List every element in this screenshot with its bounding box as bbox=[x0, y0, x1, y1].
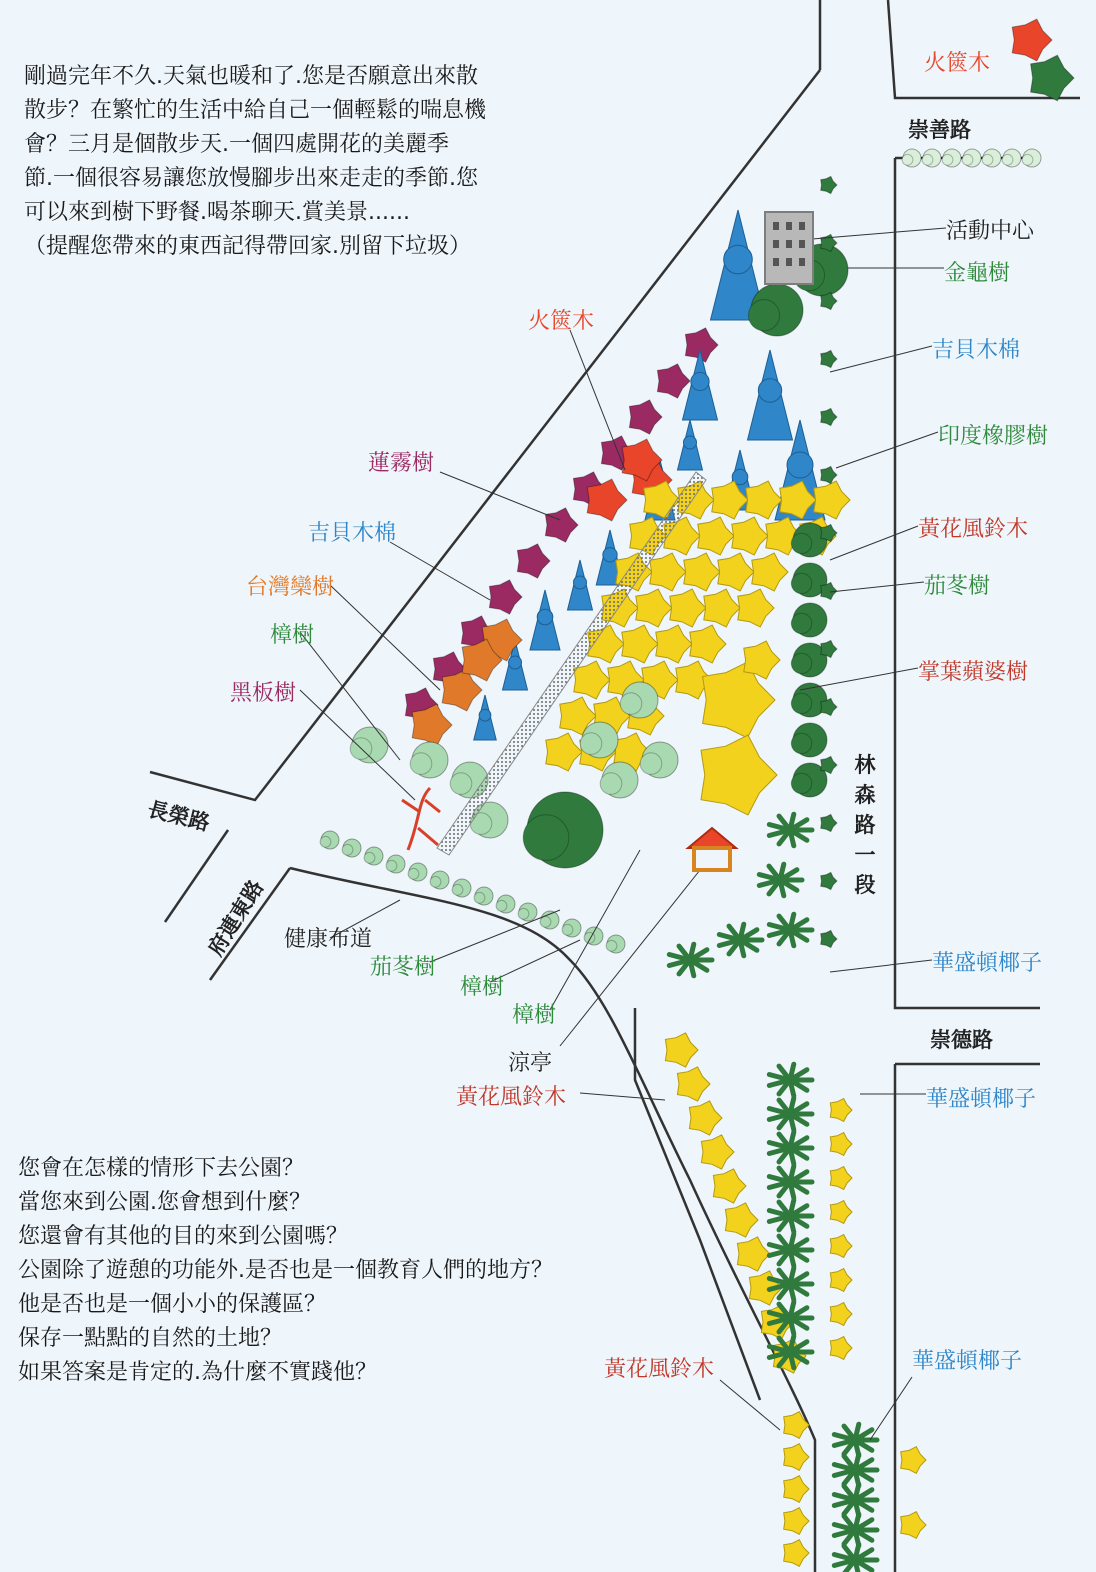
label-camphor-b2: 樟樹 bbox=[512, 1003, 557, 1028]
rubber-tree-icon bbox=[821, 640, 837, 657]
tabebuia-tree-icon bbox=[901, 1447, 926, 1474]
shrub-icon bbox=[518, 903, 537, 921]
tabebuia-tree-icon bbox=[665, 1033, 698, 1067]
wax-apple-tree-icon bbox=[489, 580, 522, 614]
question-line: 您還會有其他的目的來到公園嗎？ bbox=[18, 1224, 349, 1249]
camphor-tree-icon bbox=[600, 762, 638, 798]
washington-palm-icon bbox=[769, 1166, 812, 1198]
label-tabebuia-3: 黃花風鈴木 bbox=[604, 1357, 715, 1382]
questions-paragraph bbox=[18, 1152, 553, 1390]
wax-apple-tree-icon bbox=[517, 544, 550, 578]
question-line: 如果答案是肯定的.為什麼不實踐他？ bbox=[18, 1360, 377, 1385]
leader-line bbox=[390, 542, 490, 600]
leader-line bbox=[300, 690, 415, 800]
hedge-icon bbox=[982, 149, 1001, 167]
shrub-icon bbox=[386, 855, 405, 873]
camphor-tree-icon bbox=[410, 742, 448, 778]
label-camphor-left: 樟樹 bbox=[270, 623, 315, 648]
road-fulian: 府連東路 bbox=[203, 875, 269, 960]
label-bishop-right: 茄苳樹 bbox=[924, 574, 991, 599]
label-palm-1: 華盛頓椰子 bbox=[932, 951, 1043, 976]
label-bishop-bottom: 茄苳樹 bbox=[370, 955, 437, 980]
tabebuia-tree-icon bbox=[830, 1235, 852, 1258]
washington-palm-icon bbox=[834, 1514, 877, 1546]
tabebuia-tree-icon bbox=[830, 1133, 852, 1156]
kapok-tree-icon bbox=[748, 350, 793, 440]
question-line: 他是否也是一個小小的保護區？ bbox=[18, 1292, 327, 1317]
wax-apple-tree-icon bbox=[657, 364, 690, 398]
label-palm-2: 華盛頓椰子 bbox=[926, 1087, 1037, 1112]
tabebuia-tree-icon bbox=[718, 553, 754, 591]
shrub-icon bbox=[408, 863, 427, 881]
rubber-tree-icon bbox=[821, 466, 837, 483]
kapok-tree-icon bbox=[530, 590, 560, 650]
shrub-icon bbox=[606, 935, 625, 953]
flame-tree-icon bbox=[1031, 55, 1074, 101]
sterculia-tree-icon bbox=[701, 735, 777, 815]
tabebuia-tree-icon bbox=[830, 1303, 852, 1326]
hedge-icon bbox=[942, 149, 961, 167]
leader-line bbox=[830, 526, 918, 560]
tabebuia-tree-icon bbox=[701, 1135, 734, 1169]
tabebuia-tree-icon bbox=[784, 1540, 809, 1567]
tabebuia-tree-icon bbox=[690, 625, 726, 663]
question-line: 保存一點點的自然的土地？ bbox=[18, 1326, 283, 1351]
washington-palm-icon bbox=[769, 1064, 812, 1096]
washington-palm-icon bbox=[769, 1234, 812, 1266]
tabebuia-tree-icon bbox=[698, 517, 734, 555]
tabebuia-tree-icon bbox=[546, 733, 582, 771]
label-camphor-b1: 樟樹 bbox=[460, 975, 505, 1000]
tabebuia-tree-icon bbox=[656, 625, 692, 663]
tabebuia-tree-icon bbox=[704, 589, 740, 627]
label-golden-turtle: 金龜樹 bbox=[944, 261, 1011, 286]
tabebuia-tree-icon bbox=[574, 661, 610, 699]
question-line: 當您來到公園.您會想到什麼？ bbox=[18, 1190, 311, 1215]
hedge-icon bbox=[962, 149, 981, 167]
tabebuia-tree-icon bbox=[830, 1269, 852, 1292]
shrub-icon bbox=[584, 927, 603, 945]
activity-center-building bbox=[765, 212, 813, 284]
label-goldenrain: 台灣欒樹 bbox=[246, 575, 335, 600]
hedge-icon bbox=[1002, 149, 1021, 167]
washington-palm-icon bbox=[834, 1544, 877, 1572]
question-line: 您會在怎樣的情形下去公園？ bbox=[18, 1156, 305, 1181]
washington-palm-icon bbox=[769, 1132, 812, 1164]
leader-line bbox=[580, 1093, 665, 1100]
tabebuia-tree-icon bbox=[738, 589, 774, 627]
intro-line: 會？三月是個散步天.一個四處開花的美麗季 bbox=[24, 132, 449, 157]
shrub-icon bbox=[452, 879, 471, 897]
label-rubber: 印度橡膠樹 bbox=[938, 424, 1049, 449]
intro-line: 可以來到樹下野餐.喝茶聊天.賞美景...... bbox=[24, 200, 410, 225]
label-tabebuia-bottom: 黃花風鈴木 bbox=[456, 1085, 567, 1110]
leader-line bbox=[570, 330, 625, 470]
kapok-tree-icon bbox=[474, 695, 497, 740]
rubber-tree-icon bbox=[821, 756, 837, 773]
tabebuia-tree-icon bbox=[689, 1101, 722, 1135]
question-line: 公園除了遊憩的功能外.是否也是一個教育人們的地方？ bbox=[18, 1258, 553, 1283]
intro-line: 散步？在繁忙的生活中給自己一個輕鬆的喘息機 bbox=[24, 98, 487, 123]
rubber-tree-icon bbox=[821, 292, 837, 309]
tabebuia-tree-icon bbox=[901, 1512, 926, 1539]
washington-palm-icon bbox=[769, 1098, 812, 1130]
label-sterculia: 掌葉蘋婆樹 bbox=[918, 660, 1029, 685]
label-palm-3: 華盛頓椰子 bbox=[912, 1349, 1023, 1374]
rubber-tree-icon bbox=[821, 582, 837, 599]
tabebuia-tree-icon bbox=[830, 1099, 852, 1122]
tabebuia-tree-icon bbox=[752, 553, 788, 591]
rubber-tree-icon bbox=[821, 408, 837, 425]
tabebuia-tree-icon bbox=[830, 1167, 852, 1190]
label-pavilion: 涼亭 bbox=[508, 1051, 553, 1076]
washington-palm-icon bbox=[719, 924, 762, 956]
tabebuia-tree-icon bbox=[636, 589, 672, 627]
leader-line bbox=[800, 228, 946, 240]
tabebuia-tree-icon bbox=[784, 1444, 809, 1471]
washington-palm-icon bbox=[759, 864, 802, 896]
label-flame-top: 火篋木 bbox=[924, 51, 991, 76]
blackboard-tree-icon bbox=[402, 788, 440, 850]
kapok-tree-icon bbox=[568, 560, 593, 610]
intro-line: 剛過完年不久.天氣也暖和了.您是否願意出來散 bbox=[24, 64, 478, 89]
washington-palm-icon bbox=[769, 814, 812, 846]
rubber-tree-icon bbox=[821, 872, 837, 889]
washington-palm-icon bbox=[834, 1484, 877, 1516]
leader-line bbox=[830, 582, 924, 592]
bishop-wood-tree-icon bbox=[791, 723, 827, 757]
flame-tree-icon bbox=[1012, 19, 1052, 61]
rubber-tree-icon bbox=[821, 176, 837, 193]
leader-line bbox=[836, 432, 938, 468]
leader-line bbox=[830, 346, 932, 372]
label-tabebuia-right: 黃花風鈴木 bbox=[918, 517, 1029, 542]
wax-apple-tree-icon bbox=[545, 508, 578, 542]
washington-palm-icon bbox=[769, 1200, 812, 1232]
tabebuia-tree-icon bbox=[670, 589, 706, 627]
rubber-tree-icon bbox=[821, 930, 837, 947]
washington-palm-icon bbox=[834, 1454, 877, 1486]
wax-apple-tree-icon bbox=[629, 400, 662, 434]
tabebuia-tree-icon bbox=[677, 1067, 710, 1101]
tabebuia-tree-icon bbox=[650, 553, 686, 591]
tabebuia-tree-icon bbox=[725, 1203, 758, 1237]
rubber-tree-icon bbox=[821, 814, 837, 831]
leader-line bbox=[830, 960, 932, 972]
kapok-tree-icon bbox=[683, 350, 718, 420]
intro-line: 節.一個很容易讓您放慢腳步出來走走的季節.您 bbox=[24, 166, 478, 191]
label-blackboard: 黑板樹 bbox=[230, 681, 297, 706]
road-changrong: 長榮路 bbox=[145, 796, 213, 836]
washington-palm-icon bbox=[769, 914, 812, 946]
hedge-icon bbox=[902, 149, 921, 167]
bishop-wood-tree-icon bbox=[791, 603, 827, 637]
leader-line bbox=[300, 632, 400, 760]
rubber-tree-icon bbox=[821, 524, 837, 541]
shrub-icon bbox=[562, 919, 581, 937]
tabebuia-tree-icon bbox=[737, 1237, 770, 1271]
leader-line bbox=[440, 472, 560, 520]
label-trail: 健康布道 bbox=[284, 927, 373, 952]
shrub-icon bbox=[474, 887, 493, 905]
rubber-tree-icon bbox=[821, 350, 837, 367]
bishop-wood-tree-icon bbox=[523, 792, 603, 868]
label-activity-center: 活動中心 bbox=[946, 219, 1035, 244]
shrub-icon bbox=[342, 839, 361, 857]
rubber-tree-icon bbox=[821, 698, 837, 715]
kapok-tree-icon bbox=[678, 420, 703, 470]
leader-line bbox=[330, 585, 440, 690]
tabebuia-tree-icon bbox=[784, 1508, 809, 1535]
tabebuia-tree-icon bbox=[713, 1169, 746, 1203]
shrub-icon bbox=[430, 871, 449, 889]
tabebuia-tree-icon bbox=[784, 1476, 809, 1503]
label-flame-mid: 火篋木 bbox=[528, 309, 595, 334]
pavilion-icon bbox=[688, 828, 736, 870]
intro-line: （提醒您帶來的東西記得帶回家.別留下垃圾） bbox=[24, 234, 471, 259]
tabebuia-tree-icon bbox=[684, 553, 720, 591]
tabebuia-tree-icon bbox=[830, 1337, 852, 1360]
tabebuia-tree-icon bbox=[732, 517, 768, 555]
shrub-icon bbox=[320, 831, 339, 849]
washington-palm-icon bbox=[669, 944, 712, 976]
tabebuia-tree-icon bbox=[622, 625, 658, 663]
road-chongde: 崇德路 bbox=[930, 1028, 993, 1052]
label-kapok-left: 吉貝木棉 bbox=[308, 521, 397, 546]
road-chongshan: 崇善路 bbox=[908, 118, 971, 142]
label-wax-apple: 蓮霧樹 bbox=[368, 451, 435, 476]
shrub-icon bbox=[496, 895, 515, 913]
label-kapok-right: 吉貝木棉 bbox=[932, 338, 1021, 363]
leader-line bbox=[870, 1377, 912, 1440]
leader-line bbox=[720, 1380, 780, 1430]
road-linsen: 林森路一段 bbox=[854, 753, 876, 897]
hedge-icon bbox=[922, 149, 941, 167]
camphor-tree-icon bbox=[350, 727, 388, 763]
intro-paragraph bbox=[24, 60, 486, 264]
shrub-icon bbox=[364, 847, 383, 865]
tabebuia-tree-icon bbox=[830, 1201, 852, 1224]
hedge-icon bbox=[1022, 149, 1041, 167]
